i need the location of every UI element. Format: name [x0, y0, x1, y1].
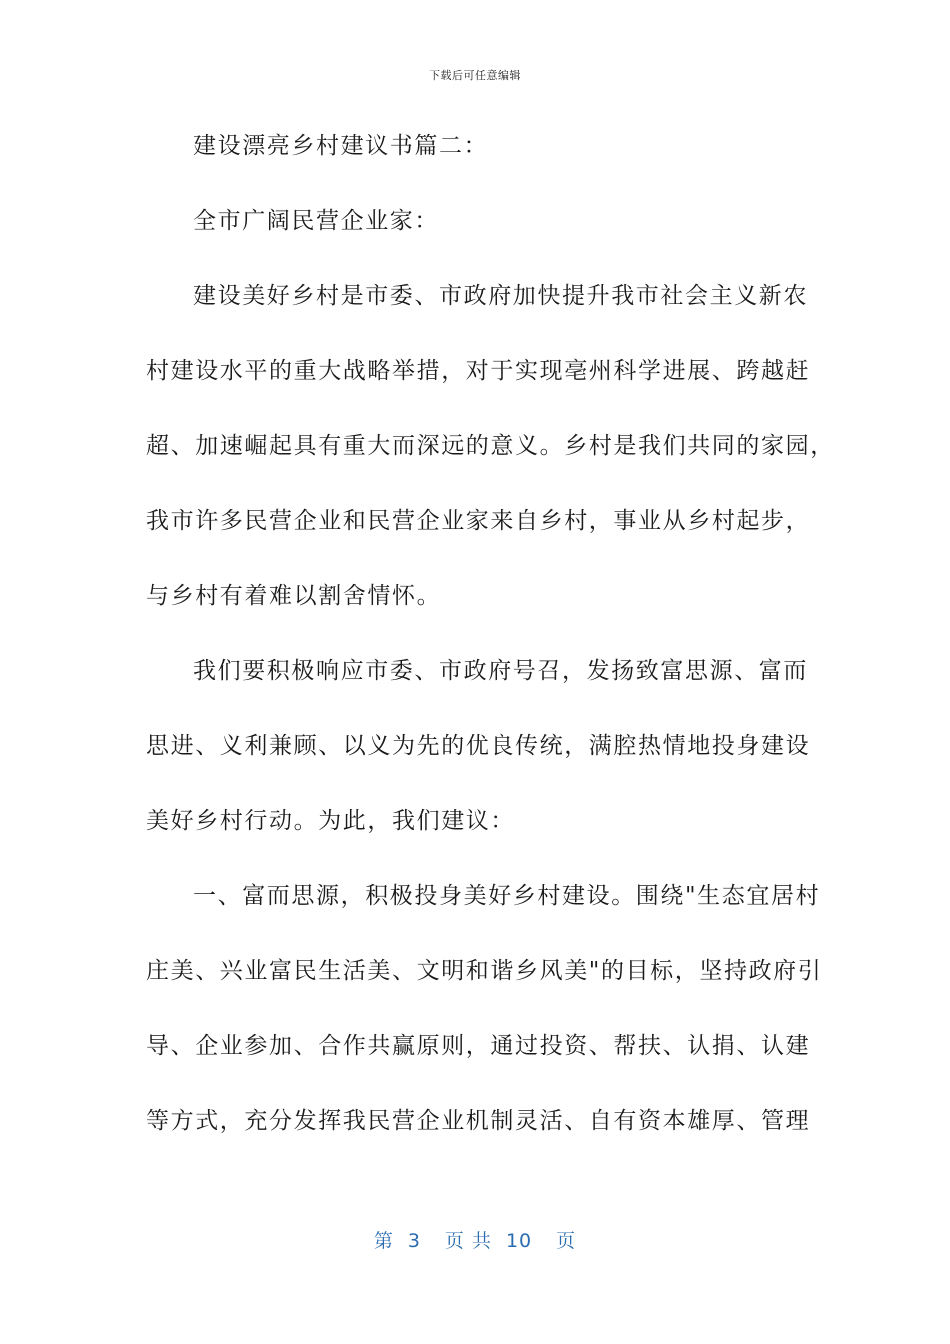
paragraph-line: 美好乡村行动。为此，我们建议：: [146, 808, 515, 834]
page-label-mid: 页 共: [444, 1230, 492, 1252]
salutation: 全市广阔民营企业家：: [193, 208, 439, 234]
paragraph-line: 等方式，充分发挥我民营企业机制灵活、自有资本雄厚、管理: [146, 1108, 811, 1134]
paragraph-line: 超、加速崛起具有重大而深远的意义。乡村是我们共同的家园，: [146, 433, 835, 459]
paragraph-line: 导、企业参加、合作共赢原则，通过投资、帮扶、认捐、认建: [146, 1033, 811, 1059]
header-note: 下载后可任意编辑: [429, 69, 521, 82]
section-title: 建设漂亮乡村建议书篇二：: [193, 133, 489, 159]
paragraph-line: 我市许多民营企业和民营企业家来自乡村，事业从乡村起步，: [146, 508, 811, 534]
page-label-post: 页: [556, 1230, 577, 1252]
paragraph-line: 村建设水平的重大战略举措，对于实现亳州科学进展、跨越赶: [146, 358, 811, 384]
paragraph-line: 庄美、兴业富民生活美、文明和谐乡风美"的目标，坚持政府引: [146, 958, 823, 984]
page-footer: [0, 1226, 950, 1253]
page-total: 10: [505, 1230, 533, 1252]
paragraph-line: 与乡村有着难以割舍情怀。: [146, 583, 442, 609]
paragraph-line: 一、富而思源，积极投身美好乡村建设。围绕"生态宜居村: [193, 883, 821, 909]
page-label-pre: 第: [373, 1230, 394, 1252]
paragraph-line: 思进、义利兼顾、以义为先的优良传统，满腔热情地投身建设: [146, 733, 811, 759]
page-current: 3: [407, 1230, 421, 1252]
paragraph-line: 我们要积极响应市委、市政府号召，发扬致富思源、富而: [193, 658, 808, 684]
paragraph-line: 建设美好乡村是市委、市政府加快提升我市社会主义新农: [193, 283, 808, 309]
